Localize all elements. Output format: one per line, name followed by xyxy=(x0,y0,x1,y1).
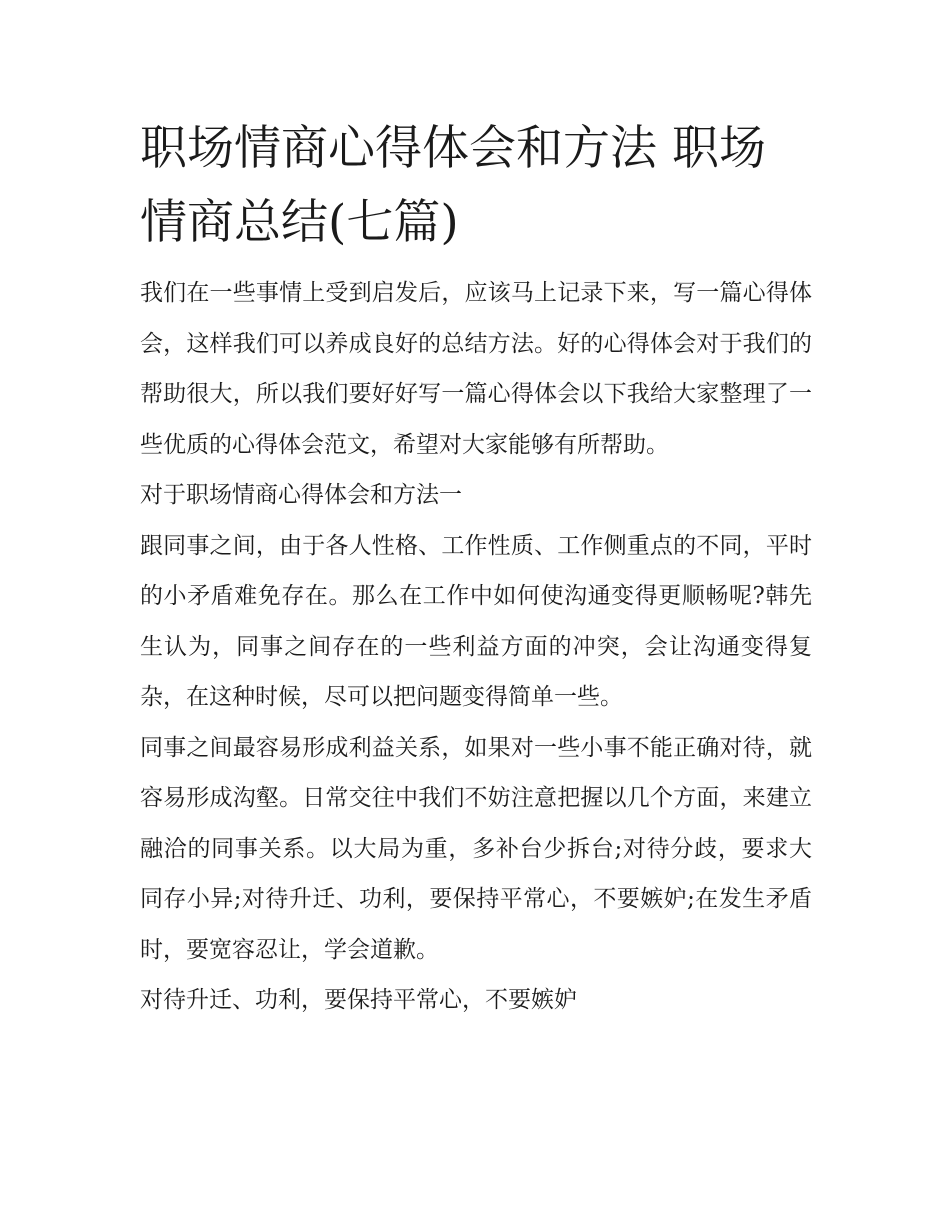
document-title: 职场情商心得体会和方法 职场情商总结(七篇) xyxy=(140,121,766,250)
body-paragraph-1: 跟同事之间，由于各人性格、工作性质、工作侧重点的不同，平时的小矛盾难免存在。那么在工作中如何使沟通变得更顺畅呢?韩先生认为，同事之间存在的一些利益方面的冲突，会让沟通变得复杂，在这种时候，尽可以把问题变得简单一些。 xyxy=(140,532,812,710)
intro-paragraph: 我们在一些事情上受到启发后，应该马上记录下来，写一篇心得体会，这样我们可以养成良好的总结方法。好的心得体会对于我们的帮助很大，所以我们要好好写一篇心得体会以下我给大家整理了一些优质的心得体会范文，希望对大家能够有所帮助。 xyxy=(140,280,812,458)
subheading: 对待升迁、功利，要保持平常心，不要嫉妒 xyxy=(140,987,577,1013)
section-heading: 对于职场情商心得体会和方法一 xyxy=(140,482,462,508)
body-paragraph-2: 同事之间最容易形成利益关系，如果对一些小事不能正确对待，就容易形成沟壑。日常交往中我们不妨注意把握以几个方面，来建立融洽的同事关系。以大局为重，多补台少拆台;对待分歧，要求大同存小异;对待升迁、功利，要保持平常心，不要嫉妒;在发生矛盾时，要宽容忍让，学会道歉。 xyxy=(140,734,812,963)
document-page xyxy=(140,112,812,1026)
